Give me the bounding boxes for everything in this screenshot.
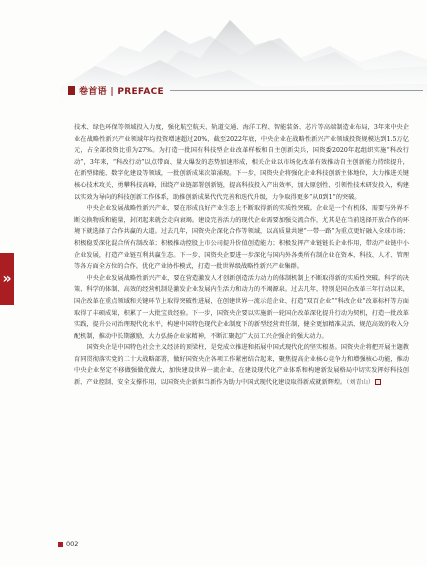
paragraph-text: 国资央企是中国特色社会主义经济的顶梁柱，是党成立推进和拓展中国式现代化的坚实根基。国资央企将把开展主题教育同贯彻落实党的二十大战略部署，做好国资央企各项工作紧密结合起来，聚焦提高企业核心竞争力和增强核心功能，推动中央企业坚定不移做强做优做大，加快建设世界一流企业，在建设现代化产业体系和构建新发展格局中切实发挥好科技创新、产业控制、安全支撑作用，以国资央企新担当新作为助力中国式现代化建设取得新成就新辉煌。 [74,344,409,387]
section-title: 卷首语 | PREFACE [79,86,164,97]
header-divider [170,90,423,91]
page-marker-icon [58,542,63,547]
double-chevron-right-icon: » [2,271,12,287]
paragraph: 中央企业发展战略性新兴产业，要在形成良好产业生态上不断取得新的实质性突破。企业是一个有机体，需要与外界不断交换物质和能量，封闭起来就会走向衰竭。建设完善活力的现代企业需要加强交流合作，尤其是在当前选择开放合作的环境下就选择了合作共赢的大道。过去几年，国资央企深化合作等领域，以高质量共建“一带一路”为重点更好融入全球市场；积极稳妥深化混合所有制改革；积极推动控股上市公司提升价值创造能力；积极发挥产业链链长企业作用，带动产业链中小企业发展，打造产业链互利共赢生态。下一步，国资央企要进一步深化与国内外各类所有制企业在资本、科技、人才、管理等各方面全方位的合作，优化产业协作模式，打造一批世界级战略性新兴产业集群。 [74,205,409,271]
page-number: 002 [66,540,79,548]
paragraph: 中央企业发展战略性新兴产业，要在营造激发人才创新创造活力动力的体制机制上不断取得新的实质性突破。科学的决策、科学的体制、高效的经营机制是激发企业发展内生活力和动力的不竭源泉。过去几年，特别是国企改革三年行动以来，国企改革在重点领域和关键环节上取得突破性进展，在创建世界一流示范企业、打造“双百企业”“科改企业”改革标杆等方面取得了丰硕成果，积累了一大批宝贵经验。下一步，国资央企要以实施新一轮国企改革深化提升行动为契机，打造一批改革实践，提升公司治理现代化水平，构建中国特色现代企业制度下的新型经营责任制，健全更加精准灵活、规范高效的收入分配机制，推动中长期激励，大力弘扬企业家精神，不断汇聚起广大员工兴企强企的强大动力。 [74,274,409,340]
page-footer [58,540,78,548]
paragraph-final [74,342,409,388]
author-signature: （刘青山） [346,379,375,387]
section-header [68,83,423,97]
paragraph: 技术、绿色环保等领域投入力度，强化航空航天、轨道交通、海洋工程、智能装备、芯片等高端制造业布局，3年来中央企业在战略性新兴产业领域年均投资增速超过20%，截至2022年底，中央企业在战略性新兴产业领域投资规模达到1.5万亿元，占全部投资比重为27%。为打造一批国有科技型企业改革样板和自主创新尖兵，国资委2020年起组织实施“科改行动”，3年来，“科改行动”以点带面、量大爆发的态势加速形成，相关企业以市场化改革有效推动自主创新能力持续提升，在新型储能、数字化建设等领域，一批创新成果次第涌现。下一步，国资央企将强化企业科技创新主体地位，大力推进关键核心技术攻关，勇攀科技高峰，围绕产业链部署创新链，提高科技投入产出效率，加大原创性、引领性技术研发投入，构建以实效为导向的科技创新工作体系，助推创新成果代代完善和迭代升级，力争取得更多“从0到1”的突破。 [74,124,409,201]
end-mark-icon [375,379,381,385]
side-tab [0,253,14,305]
article-body [74,122,409,389]
mountain-ink-background [0,0,427,135]
header-marker-icon [68,86,75,95]
